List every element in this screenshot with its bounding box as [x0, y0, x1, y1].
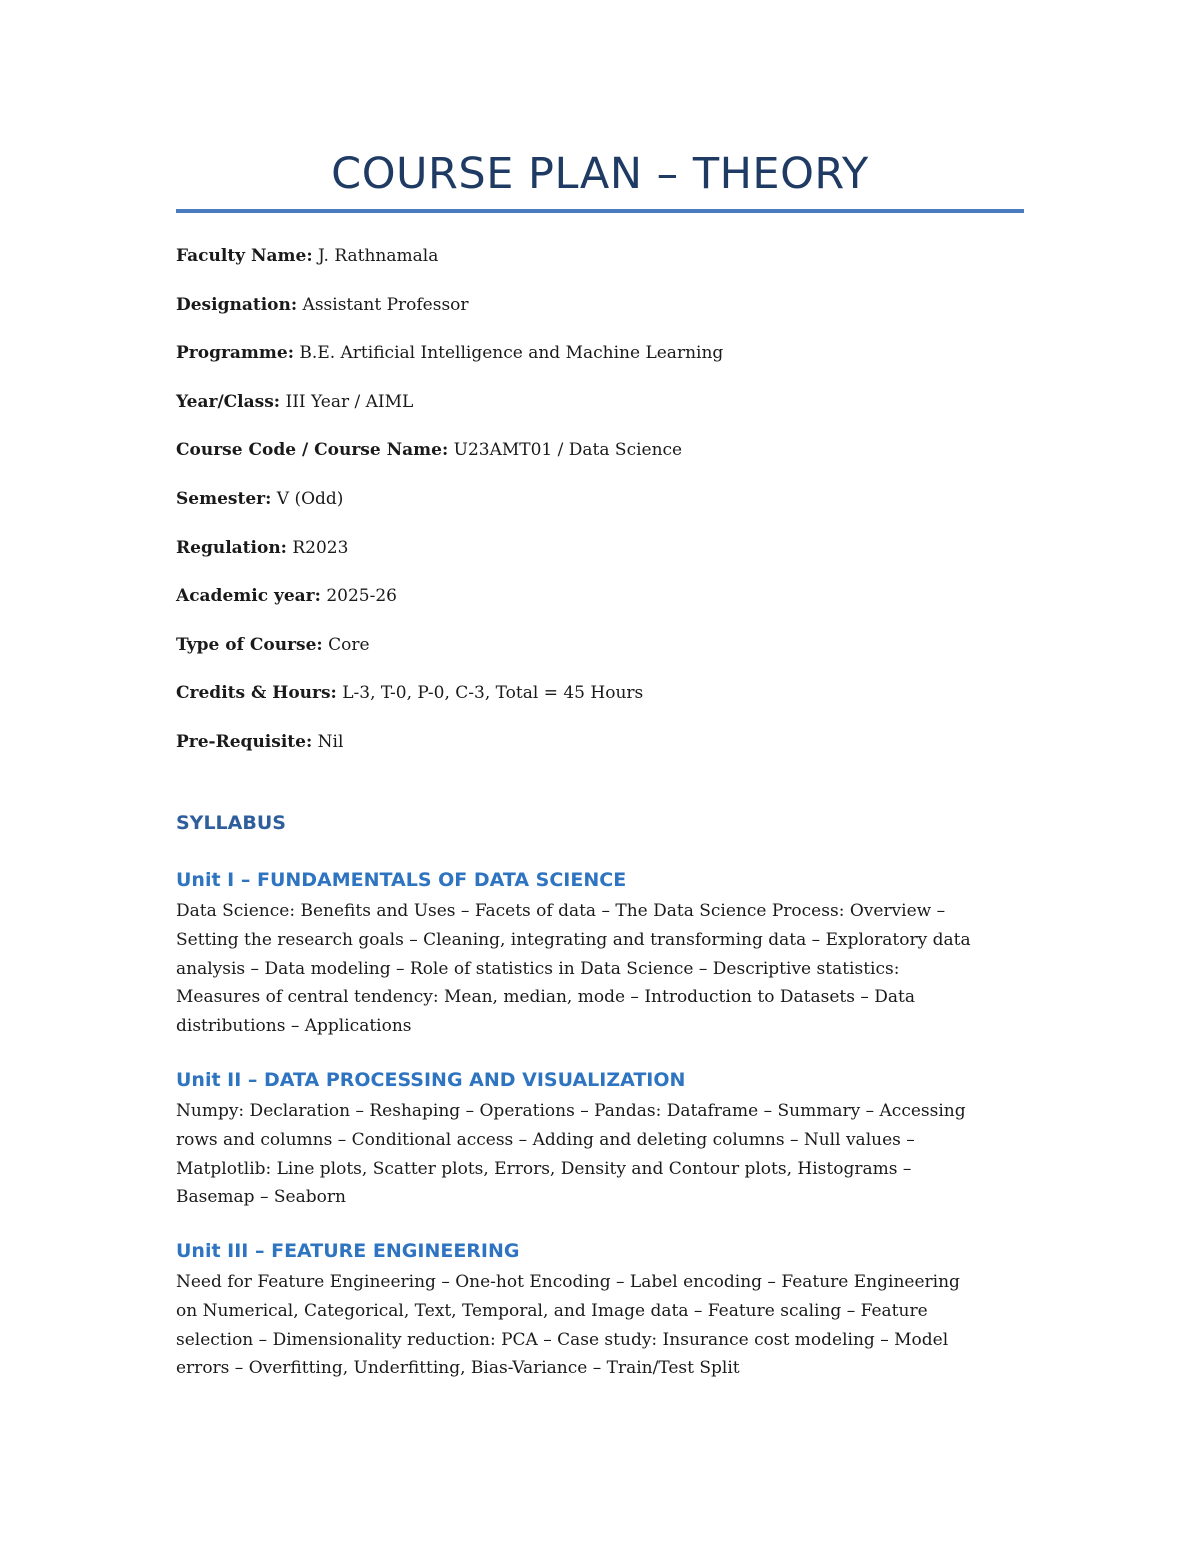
info-label: Credits & Hours:: [176, 683, 337, 704]
unit-text-line: on Numerical, Categorical, Text, Temporal, and Image data – Feature scaling – Feature: [176, 1300, 928, 1321]
info-value: L-3, T-0, P-0, C-3, Total = 45 Hours: [336, 683, 644, 704]
syllabus-heading: SYLLABUS: [176, 812, 286, 834]
info-value: Nil: [312, 731, 344, 752]
info-value: U23AMT01 / Data Science: [448, 440, 683, 461]
info-row-academic-year: [176, 583, 1024, 632]
info-row-year-class: [176, 389, 1024, 438]
info-value: Core: [322, 634, 370, 655]
info-value: R2023: [286, 537, 349, 558]
info-value: B.E. Artificial Intelligence and Machine Learning: [294, 343, 724, 364]
unit-text-line: distributions – Applications: [176, 1016, 412, 1037]
info-label: Year/Class:: [176, 391, 281, 412]
info-value: J. Rathnamala: [312, 246, 439, 266]
unit-text-line: analysis – Data modeling – Role of statistics in Data Science – Descriptive statistics:: [176, 958, 900, 979]
info-row-credits-hours: [176, 680, 1024, 729]
unit-text-line: Data Science: Benefits and Uses – Facets of data – The Data Science Process: Overview –: [176, 901, 946, 921]
unit-section-2: [176, 1065, 1024, 1212]
info-value: V (Odd): [271, 488, 344, 509]
info-label: Course Code / Course Name:: [176, 440, 449, 461]
unit-section-1: [176, 865, 1024, 1041]
info-row-designation: [176, 292, 1024, 341]
info-label: Faculty Name:: [176, 246, 313, 266]
info-value: Assistant Professor: [297, 294, 469, 315]
unit-heading: Unit II – DATA PROCESSING AND VISUALIZATION: [176, 1069, 686, 1091]
info-row-course-type: [176, 632, 1024, 681]
unit-text-line: Measures of central tendency: Mean, median, mode – Introduction to Datasets – Data: [176, 987, 915, 1008]
unit-text-line: Setting the research goals – Cleaning, integrating and transforming data – Exploratory data: [176, 929, 971, 950]
info-row-semester: [176, 486, 1024, 535]
unit-heading: Unit III – FEATURE ENGINEERING: [176, 1240, 520, 1262]
info-row-faculty-name: [176, 243, 1024, 292]
info-row-prerequisite: [176, 729, 1024, 778]
info-label: Designation:: [176, 294, 298, 315]
unit-text-line: rows and columns – Conditional access – Adding and deleting columns – Null values –: [176, 1129, 915, 1150]
unit-heading: Unit I – FUNDAMENTALS OF DATA SCIENCE: [176, 869, 627, 891]
title-underline: [176, 209, 1024, 213]
info-value: 2025-26: [320, 586, 397, 607]
info-value: III Year / AIML: [280, 391, 414, 412]
unit-text-line: Numpy: Declaration – Reshaping – Operations – Pandas: Dataframe – Summary – Accessing: [176, 1101, 966, 1121]
unit-text-line: Matplotlib: Line plots, Scatter plots, Errors, Density and Contour plots, Histograms –: [176, 1158, 912, 1179]
info-label: Pre-Requisite:: [176, 731, 313, 752]
unit-section-3: [176, 1236, 1024, 1383]
info-label: Regulation:: [176, 537, 287, 558]
info-label: Type of Course:: [176, 634, 323, 655]
unit-text-line: Need for Feature Engineering – One-hot Encoding – Label encoding – Feature Engineering: [176, 1272, 960, 1292]
info-row-course-code: [176, 437, 1024, 486]
info-label: Semester:: [176, 488, 272, 509]
info-label: Academic year:: [176, 586, 321, 607]
info-label: Programme:: [176, 343, 295, 364]
unit-text-line: selection – Dimensionality reduction: PCA – Case study: Insurance cost modeling – Model: [176, 1329, 949, 1350]
course-info-list: [176, 243, 1024, 778]
page-title: COURSE PLAN – THEORY: [331, 149, 869, 199]
unit-text-line: Basemap – Seaborn: [176, 1187, 346, 1208]
info-row-programme: [176, 340, 1024, 389]
unit-text-line: errors – Overfitting, Underfitting, Bias-Variance – Train/Test Split: [176, 1358, 740, 1379]
info-row-regulation: [176, 535, 1024, 584]
